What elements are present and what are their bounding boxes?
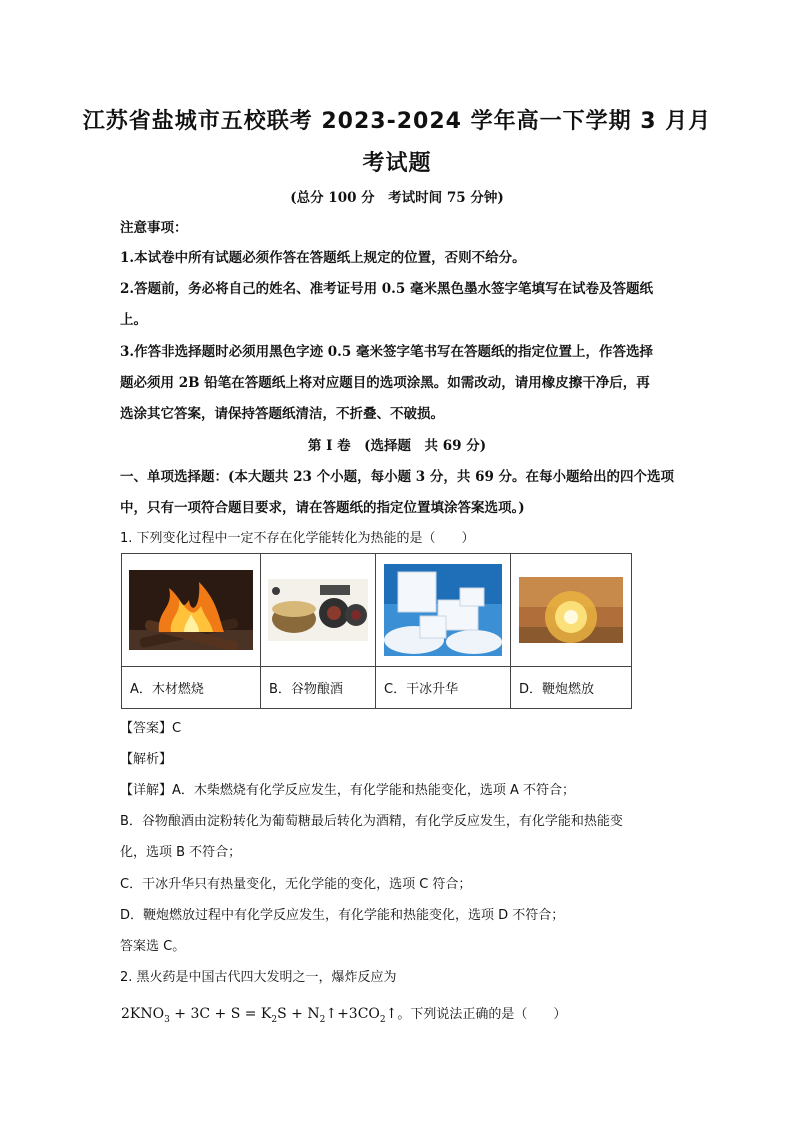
formula-part: ↑+3CO (325, 1006, 380, 1022)
part-intro-line: 中，只有一项符合题目要求，请在答题纸的指定位置填涂答案选项。) (120, 500, 525, 516)
q1-detail-line: D．鞭炮燃放过程中有化学反应发生，有化学能和热能变化，选项 D 不符合； (120, 908, 565, 923)
exam-subtitle: (总分 100 分 考试时间 75 分钟) (290, 190, 504, 206)
formula-subscript: 3 (164, 1014, 170, 1025)
dry-ice-image (384, 564, 502, 656)
option-d-label: D．鞭炮燃放 (511, 667, 632, 709)
option-c-image-cell (376, 554, 511, 667)
formula-part: + 3C + S = K (169, 1006, 272, 1022)
note-line: 2.答题前，务必将自己的姓名、准考证号用 0.5 毫米黑色墨水签字笔填写在试卷及答题纸 (120, 281, 653, 297)
page-title-line2: 考试题 (362, 151, 432, 176)
option-c-label: C．干冰升华 (376, 667, 511, 709)
note-line: 1.本试卷中所有试题必须作答在答题纸上规定的位置，否则不给分。 (120, 250, 526, 266)
option-a-label: A．木材燃烧 (122, 667, 261, 709)
option-d-image-cell (511, 554, 632, 667)
q1-detail-line: 答案选 C。 (120, 939, 186, 954)
q1-detail-line: B．谷物酿酒由淀粉转化为葡萄糖最后转化为酒精，有化学反应发生，有化学能和热能变 (120, 814, 623, 829)
q1-answer: 【答案】C (120, 721, 182, 736)
note-line: 3.作答非选择题时必须用黑色字迹 0.5 毫米签字笔书写在答题纸的指定位置上，作答选择 (120, 344, 653, 360)
formula-part: 2KNO (121, 1006, 165, 1022)
page-title-line1: 江苏省盐城市五校联考 2023-2024 学年高一下学期 3 月月 (82, 109, 712, 134)
option-b-label: B．谷物酿酒 (261, 667, 376, 709)
grain-wine-image (268, 579, 368, 641)
q1-detail-line: C．干冰升华只有热量变化，无化学能的变化，选项 C 符合； (120, 877, 472, 892)
q2-stem-tail: 。下列说法正确的是（ ） (397, 1007, 567, 1022)
q2-stem: 2. 黑火药是中国古代四大发明之一，爆炸反应为 (120, 970, 397, 985)
section-title: 第 I 卷 (选择题 共 69 分) (307, 438, 487, 454)
formula-part: ↑ (385, 1006, 398, 1022)
q1-analysis-heading: 【解析】 (120, 752, 173, 767)
formula-subscript: 2 (379, 1014, 386, 1025)
q1-options-table (121, 553, 632, 709)
note-line: 选涂其它答案，请保持答题纸清洁，不折叠、不破损。 (120, 406, 444, 422)
part-intro-line: 一、单项选择题：(本大题共 23 个小题，每小题 3 分，共 69 分。在每小题给出的四个选项 (120, 469, 675, 485)
q1-detail-line: 【详解】A．木柴燃烧有化学反应发生，有化学能和热能变化，选项 A 不符合； (120, 783, 576, 798)
q1-detail-line: 化，选项 B 不符合； (120, 845, 242, 860)
notes-heading: 注意事项： (120, 220, 188, 236)
note-line: 题必须用 2B 铅笔在答题纸上将对应题目的选项涂黑。如需改动，请用橡皮擦干净后，再 (120, 375, 650, 391)
option-a-image-cell (122, 554, 261, 667)
wood-fire-image (129, 570, 253, 650)
note-line: 上。 (120, 312, 147, 328)
option-b-image-cell (261, 554, 376, 667)
formula-subscript: 2 (319, 1014, 326, 1025)
formula-part: S + N (277, 1006, 320, 1022)
formula-subscript: 2 (271, 1014, 278, 1025)
firecracker-explosion-image (519, 577, 623, 643)
q2-reaction-formula (121, 1003, 566, 1025)
q1-stem: 1. 下列变化过程中一定不存在化学能转化为热能的是（ ） (120, 531, 475, 546)
